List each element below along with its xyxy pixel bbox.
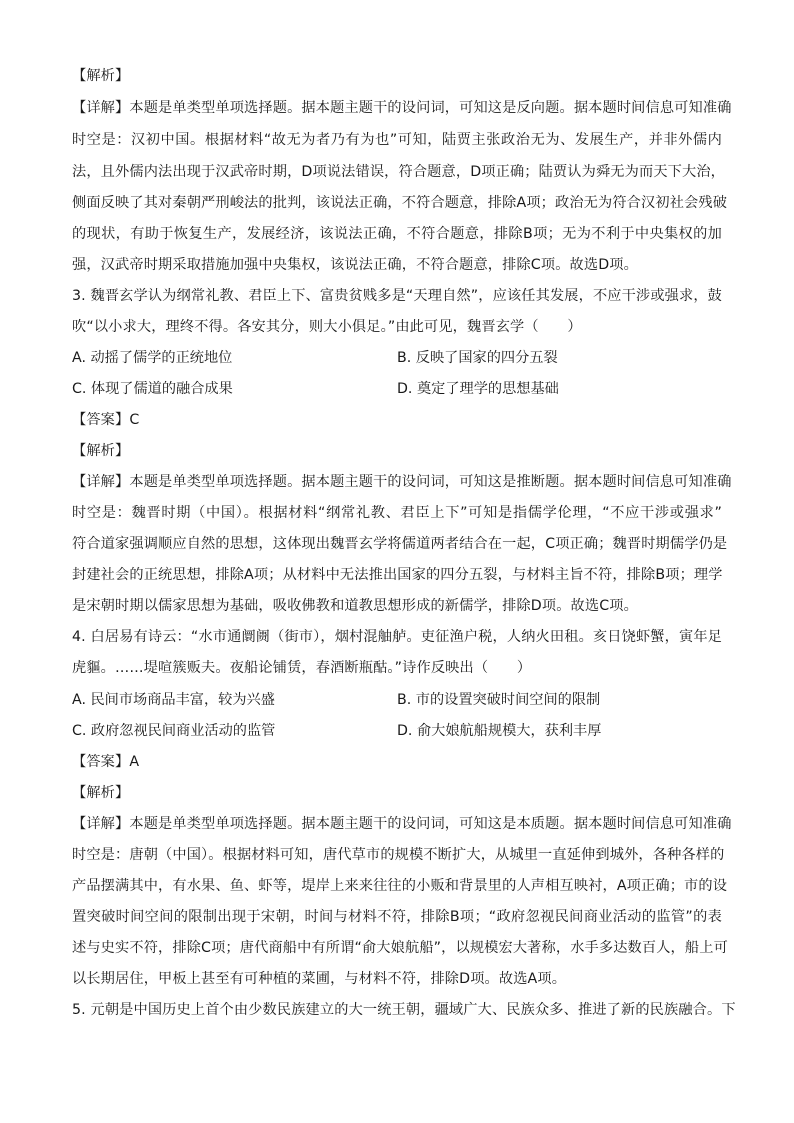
question-stem-line: 4. 白居易有诗云：“水市通阛阓（街市），烟村混舳舻。吏征渔户税，人纳火田租。亥日饶虾蟹，寅年足	[72, 629, 722, 645]
option-c: C. 体现了儒道的融合成果	[72, 381, 233, 397]
analysis-label: 【解析】	[72, 443, 130, 459]
detail-line: 述与史实不符，排除C项；唐代商船中有所谓“俞大娘航船”，以规模宏大著称，水手多达数百人，船上可	[72, 940, 728, 956]
answer-label: 【答案】C	[72, 412, 140, 428]
detail-line: 置突破时间空间的限制出现于宋朝，时间与材料不符，排除B项；“政府忽视民间商业活动的监管”的表	[72, 909, 722, 925]
detail-line: 以长期居住，甲板上甚至有可种植的菜圃，与材料不符，排除D项。故选A项。	[72, 971, 567, 987]
detail-line: 产品摆满其中，有水果、鱼、虾等，堤岸上来来往往的小贩和背景里的人声相互映衬，A项正确；市的设	[72, 878, 728, 894]
detail-line: 【详解】本题是单类型单项选择题。据本题主题干的设问词，可知这是反向题。据本题时间信息可知准确	[72, 100, 732, 116]
answer-label: 【答案】A	[72, 754, 140, 770]
detail-line: 符合道家强调顺应自然的思想，这体现出魏晋玄学将儒道两者结合在一起，C项正确；魏晋时期儒学仍是	[72, 536, 728, 552]
option-c: C. 政府忽视民间商业活动的监管	[72, 723, 276, 739]
detail-line: 的现状，有助于恢复生产，发展经济，该说法正确，不符合题意，排除B项；无为不利于中央集权的加	[72, 226, 722, 242]
option-b: B. 市的设置突破时间空间的限制	[397, 692, 601, 708]
question-stem-line: 3. 魏晋玄学认为纲常礼教、君臣上下、富贵贫贱多是“天理自然”，应该任其发展，不应干涉或强求，鼓	[72, 288, 723, 304]
option-a: A. 动摇了儒学的正统地位	[72, 350, 233, 366]
detail-line: 时空是：魏晋时期（中国）。根据材料“纲常礼教、君臣上下”可知是指儒学伦理，“不应干涉或强求”	[72, 505, 722, 521]
option-a: A. 民间市场商品丰富，较为兴盛	[72, 692, 275, 708]
question-stem-line: 5. 元朝是中国历史上首个由少数民族建立的大一统王朝，疆域广大、民族众多、推进了新的民族融合。下	[72, 1002, 736, 1018]
detail-line: 封建社会的正统思想，排除A项；从材料中无法推出国家的四分五裂，与材料主旨不符，排除B项；理学	[72, 567, 723, 583]
detail-line: 【详解】本题是单类型单项选择题。据本题主题干的设问词，可知这是推断题。据本题时间信息可知准确	[72, 474, 732, 490]
detail-line: 法，且外儒内法出现于汉武帝时期，D项说法错误，符合题意，D项正确；陆贾认为舜无为而天下大治，	[72, 164, 726, 180]
analysis-label: 【解析】	[72, 785, 130, 801]
analysis-label: 【解析】	[72, 68, 130, 84]
option-d: D. 俞大娘航船规模大，获利丰厚	[397, 723, 602, 739]
detail-line: 是宋朝时期以儒家思想为基础，吸收佛教和道教思想形成的新儒学，排除D项。故选C项。	[72, 598, 638, 614]
detail-line: 侧面反映了其对秦朝严刑峻法的批判，该说法正确，不符合题意，排除A项；政治无为符合汉初社会残破	[72, 195, 728, 211]
detail-line: 强，汉武帝时期采取措施加强中央集权，该说法正确，不符合题意，排除C项。故选D项。	[72, 257, 638, 273]
option-b: B. 反映了国家的四分五裂	[397, 350, 558, 366]
detail-line: 时空是：汉初中国。根据材料“故无为者乃有为也”可知，陆贾主张政治无为、发展生产，并非外儒内	[72, 132, 722, 148]
question-stem-line: 虎貙。……堤喧簇贩夫。夜船论铺赁，春酒断瓶酤。”诗作反映出（ ）	[72, 660, 532, 676]
detail-line: 时空是：唐朝（中国）。根据材料可知，唐代草市的规模不断扩大，从城里一直延伸到城外，各种各样的	[72, 847, 725, 863]
detail-line: 【详解】本题是单类型单项选择题。据本题主题干的设问词，可知这是本质题。据本题时间信息可知准确	[72, 816, 732, 832]
option-d: D. 奠定了理学的思想基础	[397, 381, 559, 397]
question-stem-line: 吹“以小求大，理终不得。各安其分，则大小俱足。”由此可见，魏晋玄学（ ）	[72, 319, 582, 335]
